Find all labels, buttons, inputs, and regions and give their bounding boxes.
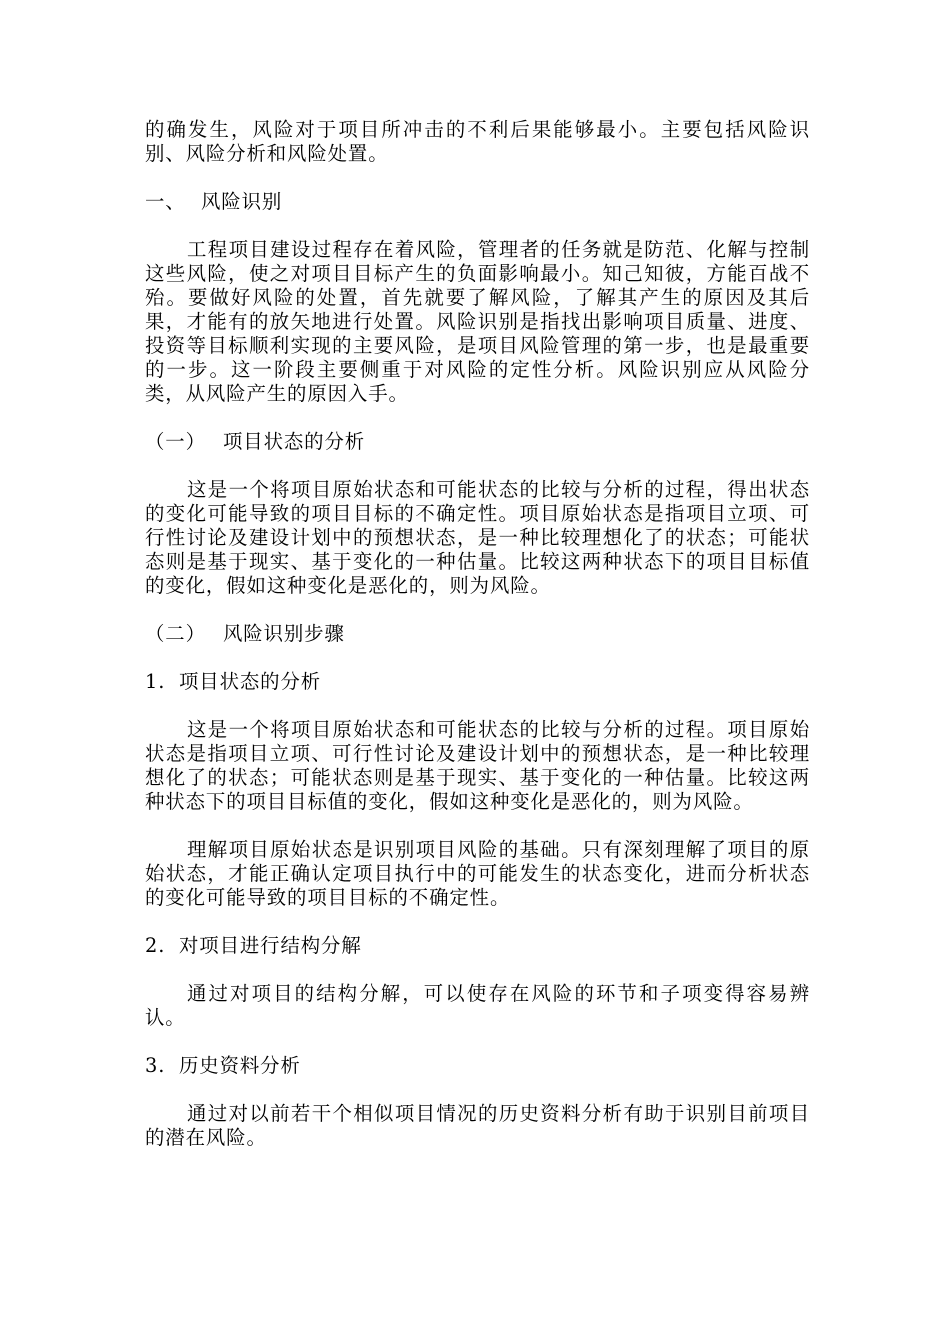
paragraph-project-state-analysis: 这是一个将项目原始状态和可能状态的比较与分析的过程，得出状态的变化可能导致的项目目标的不确定性。项目原始状态是指项目立项、可行性讨论及建设计划中的预想状态，是一种比较理想化了的状态；可能状态则是基于现实、基于变化的一种估量。比较这两种状态下的项目目标值的变化，假如这种变化是恶化的，则为风险。	[145, 478, 810, 597]
paragraph-risk-identification: 工程项目建设过程存在着风险，管理者的任务就是防范、化解与控制这些风险，使之对项目目标产生的负面影响最小。知己知彼，方能百战不殆。要做好风险的处置，首先就要了解风险，了解其产生的原因及其后果，才能有的放矢地进行处置。风险识别是指找出影响项目质量、进度、投资等目标顺利实现的主要风险，是项目风险管理的第一步，也是最重要的一步。这一阶段主要侧重于对风险的定性分析。风险识别应从风险分类，从风险产生的原因入手。	[145, 238, 810, 405]
section-heading-risk-identification	[145, 190, 810, 214]
step-heading-3	[145, 1054, 810, 1078]
step-heading-1	[145, 670, 810, 694]
paragraph-step-3: 通过对以前若干个相似项目情况的历史资料分析有助于识别目前项目的潜在风险。	[145, 1102, 810, 1149]
paragraph-step-1-a: 这是一个将项目原始状态和可能状态的比较与分析的过程。项目原始状态是指项目立项、可行性讨论及建设计划中的预想状态，是一种比较理想化了的状态；可能状态则是基于现实、基于变化的一种估量。比较这两种状态下的项目目标值的变化，假如这种变化是恶化的，则为风险。	[145, 718, 810, 813]
paragraph-step-1-b: 理解项目原始状态是识别项目风险的基础。只有深刻理解了项目的原始状态，才能正确认定项目执行中的可能发生的状态变化，进而分析状态的变化可能导致的项目目标的不确定性。	[145, 838, 810, 909]
step-number: 3.	[145, 1054, 166, 1077]
step-title: 对项目进行结构分解	[179, 934, 362, 957]
section-title: 风险识别	[201, 190, 283, 213]
step-number: 2.	[145, 934, 166, 957]
document-page	[145, 118, 810, 1174]
step-number: 1.	[145, 670, 166, 693]
paragraph-intro-continued: 的确发生，风险对于项目所冲击的不利后果能够最小。主要包括风险识别、风险分析和风险处置。	[145, 118, 810, 165]
subsection-heading-project-state-analysis	[145, 430, 810, 454]
step-heading-2	[145, 934, 810, 958]
subsection-number: （一）	[145, 430, 206, 453]
section-number: 一、	[145, 190, 186, 213]
step-title: 项目状态的分析	[179, 670, 322, 693]
step-title: 历史资料分析	[179, 1054, 301, 1077]
subsection-heading-risk-identification-steps	[145, 622, 810, 646]
subsection-number: （二）	[145, 622, 206, 645]
subsection-title: 项目状态的分析	[223, 430, 366, 453]
subsection-title: 风险识别步骤	[223, 622, 345, 645]
paragraph-step-2: 通过对项目的结构分解，可以使存在风险的环节和子项变得容易辨认。	[145, 982, 810, 1029]
